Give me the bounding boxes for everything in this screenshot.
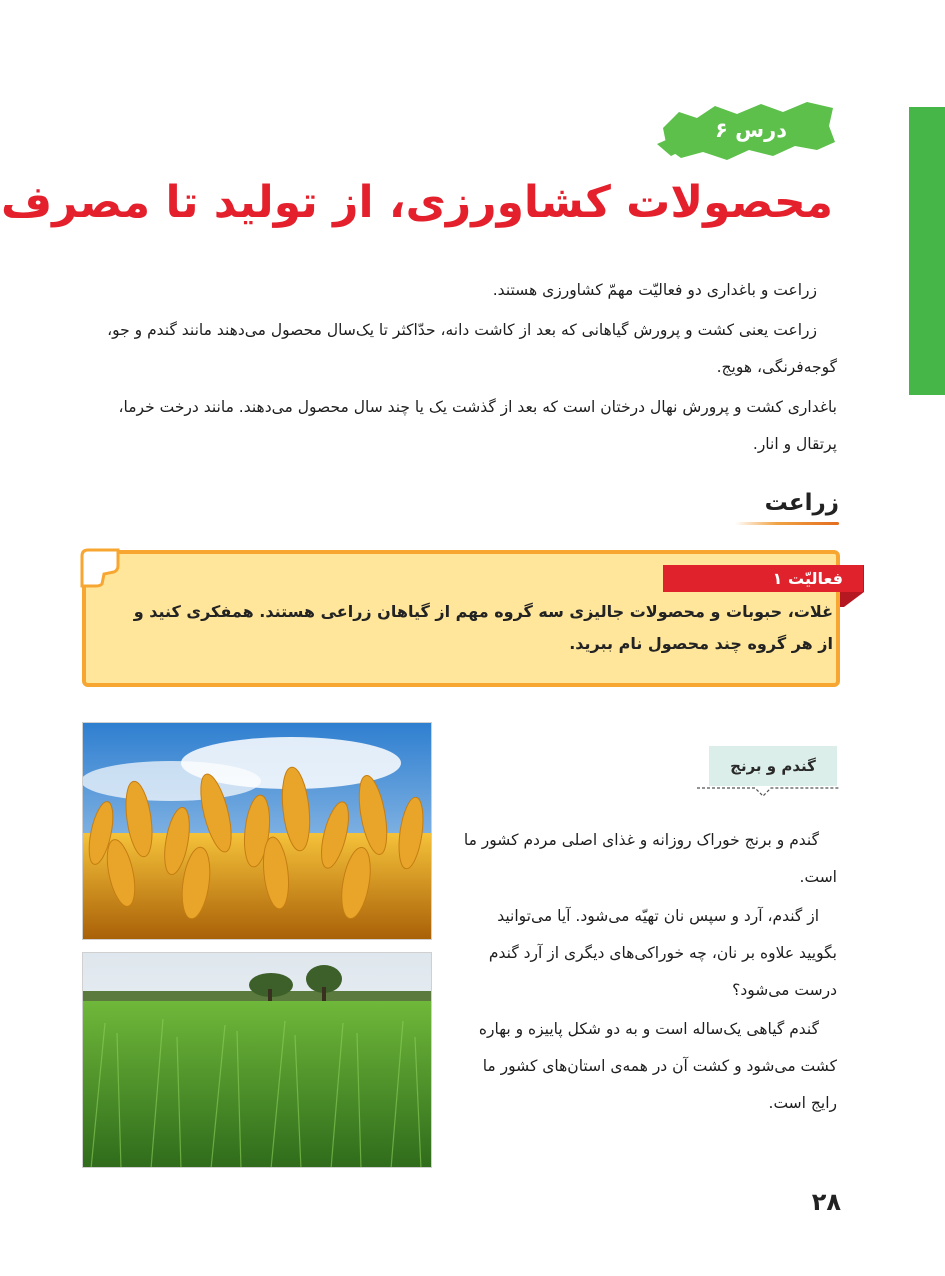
subsection-dashed-rule xyxy=(697,786,839,800)
intro-section xyxy=(77,272,837,466)
activity-corner-fold xyxy=(78,546,120,588)
rice-paddy-photo xyxy=(82,952,432,1168)
lesson-number: درس ۶ xyxy=(715,118,787,142)
section-underline xyxy=(735,522,839,525)
intro-paragraph: زراعت و باغداری دو فعالیّت مهمّ کشاورزی هستند. xyxy=(492,281,817,299)
activity-label: فعالیّت ۱ xyxy=(663,565,863,592)
lesson-badge xyxy=(657,98,837,164)
wheat-field-photo xyxy=(82,722,432,940)
page-number: ۲۸ xyxy=(811,1188,841,1216)
section-heading: زراعت xyxy=(764,490,839,516)
page-title: محصولات کشاورزی، از تولید تا مصرف xyxy=(1,177,833,228)
body-section xyxy=(457,822,837,1124)
intro-paragraph: زراعت یعنی کشت و پرورش گیاهانی که بعد از کاشت دانه، حدّاکثر تا یک‌سال محصول می‌دهند مانند گندم و جو، گوجه‌فرنگی، هویج. xyxy=(107,321,837,376)
chapter-side-tab xyxy=(909,107,945,395)
body-paragraph: گندم و برنج خوراک روزانه و غذای اصلی مردم کشور ما است. xyxy=(463,831,837,886)
intro-paragraph: باغداری کشت و پرورش نهال درختان است که بعد از گذشت یک یا چند سال محصول می‌دهند. مانند درخت خرما، پرتقال و انار. xyxy=(118,398,837,453)
body-paragraph: گندم گیاهی یک‌ساله است و به دو شکل پاییزه و بهاره کشت می‌شود و کشت آن در همه‌ی استان‌های کشور ما رایج است. xyxy=(478,1020,837,1112)
subsection-label: گندم و برنج xyxy=(709,746,837,786)
body-paragraph: از گندم، آرد و سپس نان تهیّه می‌شود. آیا می‌توانید بگویید علاوه بر نان، چه خوراکی‌های دیگری از آرد گندم درست می‌شود؟ xyxy=(488,907,837,999)
activity-text: غلات، حبوبات و محصولات جالیزی سه گروه مهم از گیاهان زراعی هستند. همفکری کنید و از هر گروه چند محصول نام ببرید. xyxy=(133,602,833,653)
